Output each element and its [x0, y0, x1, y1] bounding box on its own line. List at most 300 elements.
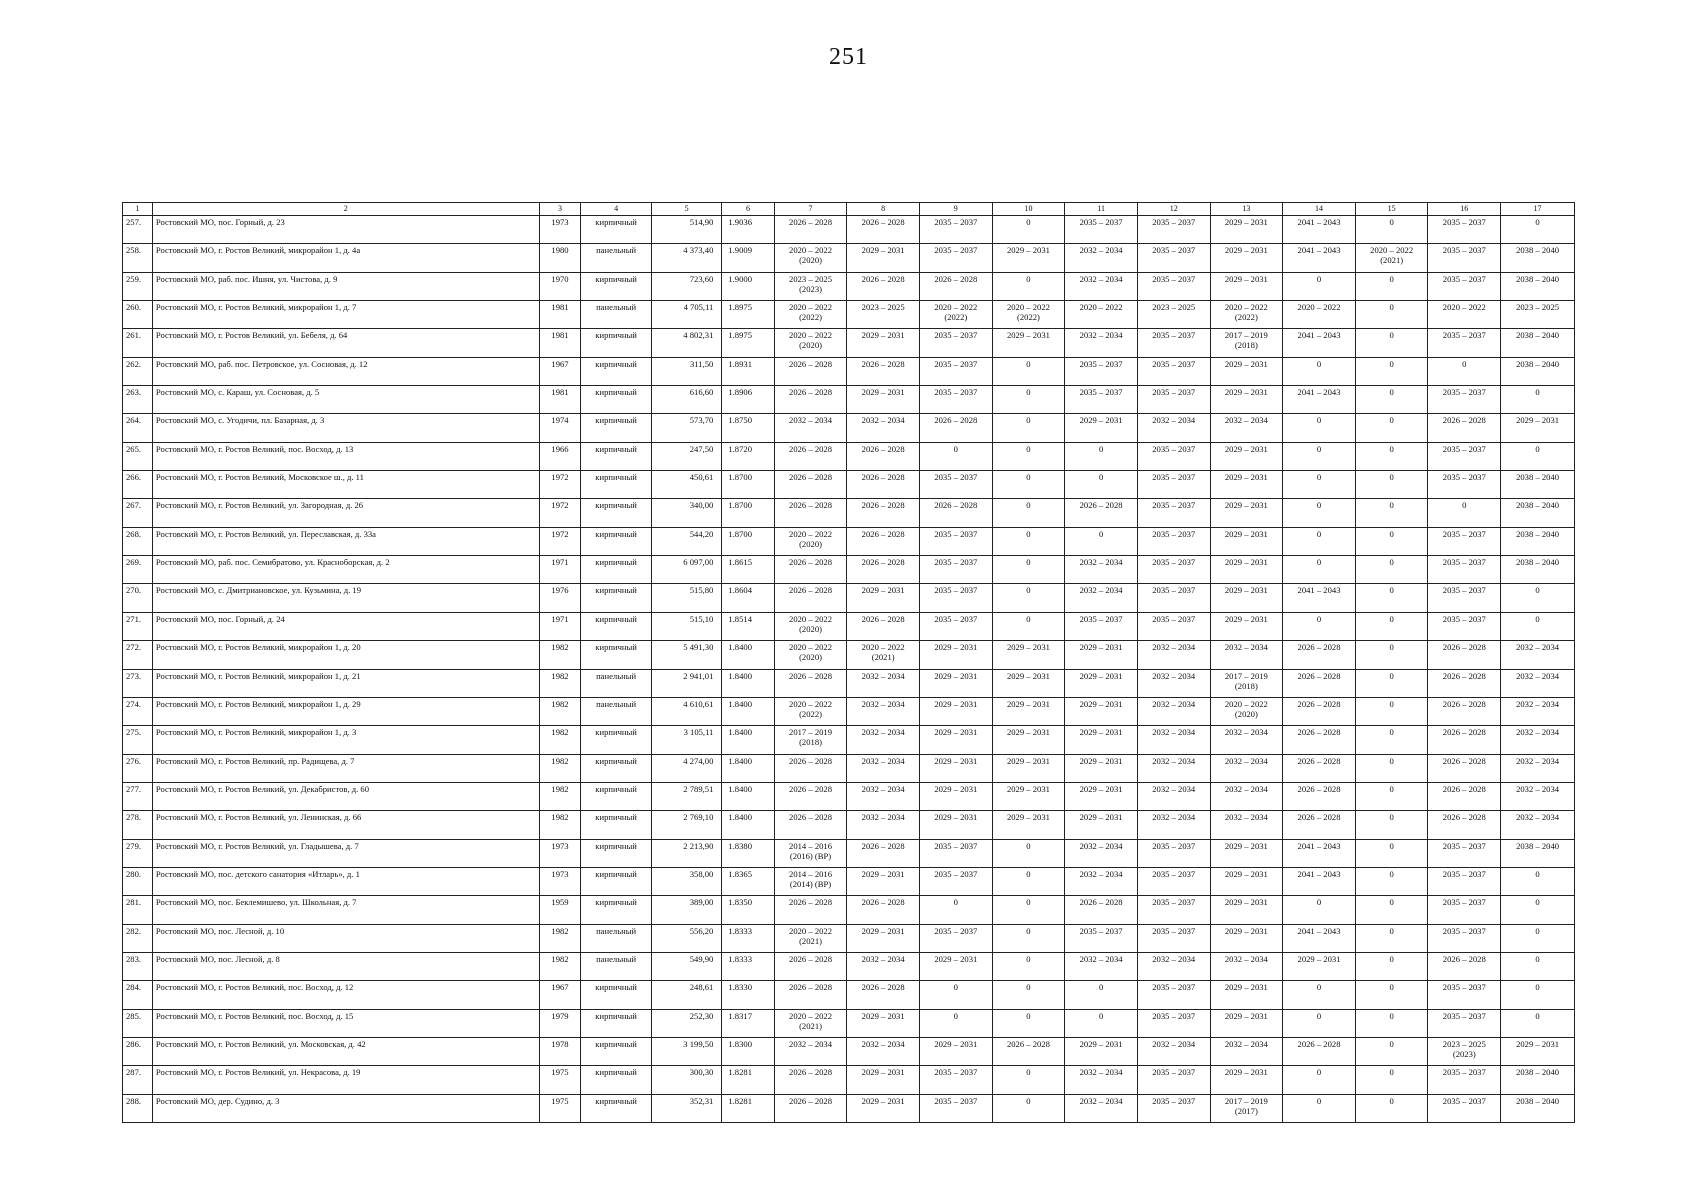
table-cell: 1971 — [539, 556, 581, 584]
table-cell: 2029 – 2031 — [847, 329, 920, 357]
table-cell: 271. — [123, 612, 153, 640]
table-cell: 0 — [992, 584, 1065, 612]
table-cell: 2020 – 2022 (2021) — [1355, 244, 1428, 272]
table-cell: 2029 – 2031 — [919, 726, 992, 754]
table-cell: 0 — [1355, 584, 1428, 612]
table-cell: Ростовский МО, г. Ростов Великий, микрорайон 1, д. 4а — [152, 244, 539, 272]
column-header: 7 — [774, 203, 847, 216]
table-cell: 2026 – 2028 — [774, 442, 847, 470]
table-cell: 2029 – 2031 — [919, 811, 992, 839]
table-row — [123, 216, 1575, 244]
table-cell: 2026 – 2028 — [1428, 697, 1501, 725]
table-cell: 2026 – 2028 — [774, 471, 847, 499]
table-cell: 2035 – 2037 — [1137, 499, 1210, 527]
table-cell: 2026 – 2028 — [1428, 811, 1501, 839]
table-cell: 2032 – 2034 — [847, 669, 920, 697]
table-cell: 0 — [1355, 697, 1428, 725]
table-cell: 2029 – 2031 — [919, 782, 992, 810]
table-cell: 2029 – 2031 — [992, 697, 1065, 725]
table-cell: 2029 – 2031 — [992, 782, 1065, 810]
table-cell: 1974 — [539, 414, 581, 442]
table-cell: 0 — [1355, 556, 1428, 584]
table-cell: 2026 – 2028 — [1283, 726, 1356, 754]
table-cell: кирпичный — [581, 584, 652, 612]
table-row — [123, 1037, 1575, 1065]
table-cell: 2026 – 2028 — [1428, 414, 1501, 442]
table-cell: 2029 – 2031 — [1210, 896, 1283, 924]
column-header: 3 — [539, 203, 581, 216]
table-cell: 0 — [1355, 952, 1428, 980]
table-cell: 0 — [1501, 981, 1575, 1009]
table-cell: 2029 – 2031 — [1210, 839, 1283, 867]
table-cell: 2020 – 2022 (2020) — [774, 329, 847, 357]
table-cell: 2038 – 2040 — [1501, 272, 1575, 300]
table-cell: 1.8604 — [722, 584, 774, 612]
column-header: 9 — [919, 203, 992, 216]
table-cell: 1978 — [539, 1037, 581, 1065]
table-cell: 2032 – 2034 — [774, 1037, 847, 1065]
table-cell: 2026 – 2028 — [774, 216, 847, 244]
table-row — [123, 329, 1575, 357]
table-cell: 275. — [123, 726, 153, 754]
table-cell: кирпичный — [581, 896, 652, 924]
table-cell: кирпичный — [581, 471, 652, 499]
table-cell: 0 — [1355, 641, 1428, 669]
table-cell: Ростовский МО, пос. Лесной, д. 8 — [152, 952, 539, 980]
table-cell: 0 — [919, 442, 992, 470]
table-row — [123, 641, 1575, 669]
table-cell: 2035 – 2037 — [1137, 357, 1210, 385]
column-header: 5 — [651, 203, 722, 216]
table-cell: 2032 – 2034 — [1065, 1066, 1138, 1094]
table-cell: 2029 – 2031 — [919, 697, 992, 725]
table-cell: 1972 — [539, 499, 581, 527]
table-cell: 2029 – 2031 — [1065, 697, 1138, 725]
table-cell: 2029 – 2031 — [847, 867, 920, 895]
table-row — [123, 1066, 1575, 1094]
table-cell: 1981 — [539, 329, 581, 357]
table-cell: 2032 – 2034 — [847, 1037, 920, 1065]
table-cell: 2017 – 2019 (2018) — [774, 726, 847, 754]
table-cell: 273. — [123, 669, 153, 697]
table-row — [123, 782, 1575, 810]
table-cell: 0 — [919, 896, 992, 924]
table-cell: 2026 – 2028 — [847, 981, 920, 1009]
table-cell: 2026 – 2028 — [1283, 669, 1356, 697]
table-cell: 1.8975 — [722, 329, 774, 357]
table-cell: 2035 – 2037 — [1428, 584, 1501, 612]
table-cell: 1972 — [539, 527, 581, 555]
table-cell: 2026 – 2028 — [847, 499, 920, 527]
table-cell: 1.8720 — [722, 442, 774, 470]
table-cell: 2026 – 2028 — [919, 499, 992, 527]
table-cell: 0 — [1501, 216, 1575, 244]
table-cell: 0 — [1355, 1037, 1428, 1065]
table-cell: 2029 – 2031 — [1065, 669, 1138, 697]
table-cell: 0 — [1355, 839, 1428, 867]
table-cell: 2029 – 2031 — [919, 754, 992, 782]
table-cell: 2029 – 2031 — [919, 641, 992, 669]
table-cell: 2035 – 2037 — [1428, 924, 1501, 952]
table-cell: 2035 – 2037 — [919, 244, 992, 272]
table-cell: 2026 – 2028 — [774, 952, 847, 980]
table-cell: 6 097,00 — [651, 556, 722, 584]
table-cell: 1.9036 — [722, 216, 774, 244]
table-cell: 2029 – 2031 — [1065, 811, 1138, 839]
table-row — [123, 272, 1575, 300]
table-cell: 1.8400 — [722, 754, 774, 782]
column-header: 13 — [1210, 203, 1283, 216]
table-cell: кирпичный — [581, 726, 652, 754]
table-cell: 0 — [1355, 301, 1428, 329]
table-cell: 2026 – 2028 — [774, 1094, 847, 1122]
table-cell: кирпичный — [581, 357, 652, 385]
page-number: 251 — [829, 44, 868, 70]
table-cell: 2026 – 2028 — [847, 442, 920, 470]
table-cell: панельный — [581, 697, 652, 725]
table-cell: 2029 – 2031 — [1065, 782, 1138, 810]
table-cell: 2026 – 2028 — [774, 896, 847, 924]
table-cell: 2029 – 2031 — [992, 754, 1065, 782]
table-cell: кирпичный — [581, 1037, 652, 1065]
table-cell: 2035 – 2037 — [1137, 442, 1210, 470]
table-row — [123, 584, 1575, 612]
table-cell: 2032 – 2034 — [1210, 782, 1283, 810]
table-cell: 450,61 — [651, 471, 722, 499]
table-cell: 2035 – 2037 — [1065, 924, 1138, 952]
table-cell: 2020 – 2022 (2020) — [774, 641, 847, 669]
table-cell: 1.8700 — [722, 499, 774, 527]
table-cell: 2035 – 2037 — [1428, 896, 1501, 924]
table-cell: кирпичный — [581, 1066, 652, 1094]
table-cell: 2032 – 2034 — [1065, 329, 1138, 357]
table-cell: 0 — [1355, 272, 1428, 300]
table-cell: 2038 – 2040 — [1501, 556, 1575, 584]
table-cell: 2035 – 2037 — [1428, 442, 1501, 470]
table-cell: 2032 – 2034 — [1501, 811, 1575, 839]
table-cell: 252,30 — [651, 1009, 722, 1037]
table-cell: 283. — [123, 952, 153, 980]
table-cell: 2032 – 2034 — [847, 811, 920, 839]
column-header: 11 — [1065, 203, 1138, 216]
table-cell: 2035 – 2037 — [1428, 1066, 1501, 1094]
table-cell: 2032 – 2034 — [1501, 641, 1575, 669]
table-cell: 1967 — [539, 357, 581, 385]
table-cell: 1982 — [539, 754, 581, 782]
table-cell: 2032 – 2034 — [847, 726, 920, 754]
table-cell: 2035 – 2037 — [919, 556, 992, 584]
table-cell: панельный — [581, 301, 652, 329]
table-cell: 2035 – 2037 — [1137, 272, 1210, 300]
table-row — [123, 471, 1575, 499]
table-cell: 2020 – 2022 (2021) — [774, 1009, 847, 1037]
table-cell: 0 — [1355, 442, 1428, 470]
table-cell: 2026 – 2028 — [847, 612, 920, 640]
table-cell: 0 — [992, 1066, 1065, 1094]
table-body — [123, 216, 1575, 1123]
table-cell: 2026 – 2028 — [774, 584, 847, 612]
table-row — [123, 1009, 1575, 1037]
table-cell: 2029 – 2031 — [1210, 1066, 1283, 1094]
table-cell: 2026 – 2028 — [774, 357, 847, 385]
table-cell: 0 — [1065, 981, 1138, 1009]
table-cell: 0 — [1501, 584, 1575, 612]
table-cell: 2029 – 2031 — [847, 244, 920, 272]
table-cell: 2035 – 2037 — [1065, 612, 1138, 640]
table-cell: 258. — [123, 244, 153, 272]
table-cell: 2026 – 2028 — [774, 1066, 847, 1094]
table-cell: 272. — [123, 641, 153, 669]
table-cell: 340,00 — [651, 499, 722, 527]
table-cell: 2026 – 2028 — [1428, 754, 1501, 782]
table-cell: 2029 – 2031 — [1501, 1037, 1575, 1065]
table-cell: 358,00 — [651, 867, 722, 895]
register-table — [122, 202, 1575, 1123]
table-cell: 2026 – 2028 — [1283, 697, 1356, 725]
table-cell: 1959 — [539, 896, 581, 924]
table-cell: Ростовский МО, г. Ростов Великий, микрорайон 1, д. 29 — [152, 697, 539, 725]
table-cell: 2020 – 2022 (2020) — [774, 612, 847, 640]
table-cell: Ростовский МО, г. Ростов Великий, Московское ш., д. 11 — [152, 471, 539, 499]
table-cell: 0 — [1355, 981, 1428, 1009]
table-cell: 2029 – 2031 — [1210, 499, 1283, 527]
table-cell: 2035 – 2037 — [1428, 216, 1501, 244]
table-cell: 0 — [919, 981, 992, 1009]
table-cell: 1981 — [539, 301, 581, 329]
table-cell: 2032 – 2034 — [1137, 811, 1210, 839]
table-cell: 1970 — [539, 272, 581, 300]
table-cell: 2038 – 2040 — [1501, 1066, 1575, 1094]
table-cell: 263. — [123, 386, 153, 414]
table-cell: 2041 – 2043 — [1283, 386, 1356, 414]
table-cell: 2041 – 2043 — [1283, 329, 1356, 357]
table-cell: 0 — [1355, 669, 1428, 697]
table-cell: 1.8333 — [722, 952, 774, 980]
table-cell: 270. — [123, 584, 153, 612]
table-cell: 0 — [1065, 442, 1138, 470]
table-cell: 1981 — [539, 386, 581, 414]
table-cell: 0 — [1283, 612, 1356, 640]
table-cell: Ростовский МО, с. Угодичи, пл. Базарная, д. 3 — [152, 414, 539, 442]
table-cell: 1982 — [539, 782, 581, 810]
table-cell: 2026 – 2028 — [1428, 669, 1501, 697]
table-cell: 0 — [992, 216, 1065, 244]
table-cell: 1982 — [539, 697, 581, 725]
table-cell: 2041 – 2043 — [1283, 867, 1356, 895]
table-cell: 1980 — [539, 244, 581, 272]
table-cell: кирпичный — [581, 1009, 652, 1037]
table-cell: Ростовский МО, раб. пос. Петровское, ул. Сосновая, д. 12 — [152, 357, 539, 385]
table-cell: кирпичный — [581, 556, 652, 584]
table-cell: 2029 – 2031 — [1210, 1009, 1283, 1037]
table-cell: 2032 – 2034 — [1065, 1094, 1138, 1122]
table-cell: 276. — [123, 754, 153, 782]
table-cell: 265. — [123, 442, 153, 470]
table-cell: 311,50 — [651, 357, 722, 385]
column-header: 16 — [1428, 203, 1501, 216]
table-cell: 2029 – 2031 — [847, 1094, 920, 1122]
table-cell: 2029 – 2031 — [1065, 414, 1138, 442]
table-cell: 2026 – 2028 — [1065, 896, 1138, 924]
table-cell: 2029 – 2031 — [847, 386, 920, 414]
table-cell: 1.8400 — [722, 782, 774, 810]
table-cell: 2032 – 2034 — [1137, 669, 1210, 697]
table-cell: 2041 – 2043 — [1283, 584, 1356, 612]
table-cell: 2029 – 2031 — [1210, 612, 1283, 640]
table-cell: 2029 – 2031 — [992, 244, 1065, 272]
table-cell: 2029 – 2031 — [1210, 584, 1283, 612]
table-cell: 2035 – 2037 — [919, 584, 992, 612]
table-row — [123, 386, 1575, 414]
table-cell: 2035 – 2037 — [1428, 527, 1501, 555]
column-header: 2 — [152, 203, 539, 216]
table-cell: 2029 – 2031 — [992, 641, 1065, 669]
table-cell: 0 — [992, 981, 1065, 1009]
table-cell: 0 — [1283, 896, 1356, 924]
column-header: 1 — [123, 203, 153, 216]
table-cell: 0 — [992, 896, 1065, 924]
table-cell: 515,10 — [651, 612, 722, 640]
table-cell: 2026 – 2028 — [1283, 1037, 1356, 1065]
table-cell: 1.8380 — [722, 839, 774, 867]
table-cell: Ростовский МО, г. Ростов Великий, ул. Ленинская, д. 66 — [152, 811, 539, 839]
table-cell: 2035 – 2037 — [919, 386, 992, 414]
table-cell: 2020 – 2022 (2022) — [919, 301, 992, 329]
table-cell: 2032 – 2034 — [1210, 641, 1283, 669]
table-cell: 2038 – 2040 — [1501, 244, 1575, 272]
table-cell: 2035 – 2037 — [1065, 357, 1138, 385]
table-cell: 2 213,90 — [651, 839, 722, 867]
table-cell: Ростовский МО, г. Ростов Великий, ул. Бебеля, д. 64 — [152, 329, 539, 357]
table-cell: 1971 — [539, 612, 581, 640]
table-cell: 2035 – 2037 — [919, 527, 992, 555]
table-cell: 2014 – 2016 (2016) (ВР) — [774, 839, 847, 867]
table-row — [123, 697, 1575, 725]
table-row — [123, 244, 1575, 272]
table-cell: 1.8906 — [722, 386, 774, 414]
table-cell: 2029 – 2031 — [1210, 527, 1283, 555]
table-cell: Ростовский МО, г. Ростов Великий, микрорайон 1, д. 20 — [152, 641, 539, 669]
table-cell: 2035 – 2037 — [1137, 1094, 1210, 1122]
table-cell: 2035 – 2037 — [1137, 584, 1210, 612]
table-cell: 2041 – 2043 — [1283, 216, 1356, 244]
table-cell: 0 — [1355, 1066, 1428, 1094]
table-cell: 0 — [1283, 527, 1356, 555]
table-cell: 0 — [1355, 471, 1428, 499]
table-cell: 0 — [1283, 357, 1356, 385]
table-cell: 2026 – 2028 — [774, 386, 847, 414]
table-cell: Ростовский МО, г. Ростов Великий, ул. Декабристов, д. 60 — [152, 782, 539, 810]
table-cell: 389,00 — [651, 896, 722, 924]
table-cell: 2020 – 2022 — [1428, 301, 1501, 329]
table-cell: 2029 – 2031 — [847, 584, 920, 612]
table-cell: 2026 – 2028 — [774, 754, 847, 782]
table-cell: 0 — [1428, 357, 1501, 385]
table-cell: 2026 – 2028 — [1428, 641, 1501, 669]
table-cell: кирпичный — [581, 216, 652, 244]
table-cell: 2032 – 2034 — [1137, 952, 1210, 980]
table-cell: 280. — [123, 867, 153, 895]
table-cell: Ростовский МО, пос. Беклемишево, ул. Школьная, д. 7 — [152, 896, 539, 924]
table-cell: 1966 — [539, 442, 581, 470]
table-cell: 0 — [1501, 952, 1575, 980]
table-cell: 0 — [1283, 272, 1356, 300]
table-cell: 2035 – 2037 — [1137, 1009, 1210, 1037]
table-cell: 2032 – 2034 — [847, 952, 920, 980]
table-cell: 2029 – 2031 — [1210, 442, 1283, 470]
table-cell: 2029 – 2031 — [847, 1009, 920, 1037]
table-cell: панельный — [581, 669, 652, 697]
table-cell: 2032 – 2034 — [1137, 1037, 1210, 1065]
table-cell: 2035 – 2037 — [1428, 556, 1501, 584]
table-cell: 2035 – 2037 — [1428, 329, 1501, 357]
table-cell: кирпичный — [581, 839, 652, 867]
table-cell: 2032 – 2034 — [1065, 244, 1138, 272]
table-cell: 2032 – 2034 — [1137, 782, 1210, 810]
table-cell: 0 — [1283, 981, 1356, 1009]
table-cell: 2035 – 2037 — [1065, 216, 1138, 244]
table-cell: 0 — [1065, 1009, 1138, 1037]
table-cell: 0 — [1355, 216, 1428, 244]
table-cell: 352,31 — [651, 1094, 722, 1122]
table-cell: кирпичный — [581, 386, 652, 414]
table-cell: 2017 – 2019 (2017) — [1210, 1094, 1283, 1122]
table-cell: 2038 – 2040 — [1501, 839, 1575, 867]
table-cell: 2026 – 2028 — [774, 981, 847, 1009]
table-cell: 0 — [1065, 471, 1138, 499]
table-cell: 264. — [123, 414, 153, 442]
table-cell: 0 — [1501, 924, 1575, 952]
table-cell: Ростовский МО, г. Ростов Великий, микрорайон 1, д. 7 — [152, 301, 539, 329]
table-cell: Ростовский МО, г. Ростов Великий, пр. Радищева, д. 7 — [152, 754, 539, 782]
table-cell: 2029 – 2031 — [847, 1066, 920, 1094]
table-cell: 1967 — [539, 981, 581, 1009]
table-cell: 2026 – 2028 — [847, 471, 920, 499]
table-cell: 2035 – 2037 — [919, 612, 992, 640]
table-cell: 2 789,51 — [651, 782, 722, 810]
table-cell: 2029 – 2031 — [1210, 357, 1283, 385]
table-cell: 2041 – 2043 — [1283, 839, 1356, 867]
table-cell: 0 — [1501, 867, 1575, 895]
table-cell: Ростовский МО, г. Ростов Великий, ул. Загородная, д. 26 — [152, 499, 539, 527]
table-cell: 2026 – 2028 — [774, 811, 847, 839]
table-cell: 2032 – 2034 — [774, 414, 847, 442]
table-cell: 0 — [1355, 867, 1428, 895]
table-cell: 2026 – 2028 — [1428, 782, 1501, 810]
table-cell: 2032 – 2034 — [847, 697, 920, 725]
table-cell: 2032 – 2034 — [1501, 726, 1575, 754]
table-cell: 2026 – 2028 — [847, 896, 920, 924]
table-cell: 2020 – 2022 (2022) — [992, 301, 1065, 329]
table-cell: 0 — [1355, 726, 1428, 754]
table-cell: 1973 — [539, 867, 581, 895]
table-cell: 0 — [1501, 442, 1575, 470]
table-cell: 279. — [123, 839, 153, 867]
table-cell: 1.8400 — [722, 641, 774, 669]
table-cell: 2017 – 2019 (2018) — [1210, 329, 1283, 357]
table-cell: 0 — [992, 612, 1065, 640]
table-cell: кирпичный — [581, 641, 652, 669]
column-header: 4 — [581, 203, 652, 216]
table-cell: 723,60 — [651, 272, 722, 300]
table-cell: 281. — [123, 896, 153, 924]
table-cell: 1.8975 — [722, 301, 774, 329]
table-cell: 1982 — [539, 669, 581, 697]
table-cell: 2026 – 2028 — [1428, 952, 1501, 980]
table-cell: 0 — [992, 839, 1065, 867]
table-cell: 549,90 — [651, 952, 722, 980]
table-cell: 2020 – 2022 — [1283, 301, 1356, 329]
